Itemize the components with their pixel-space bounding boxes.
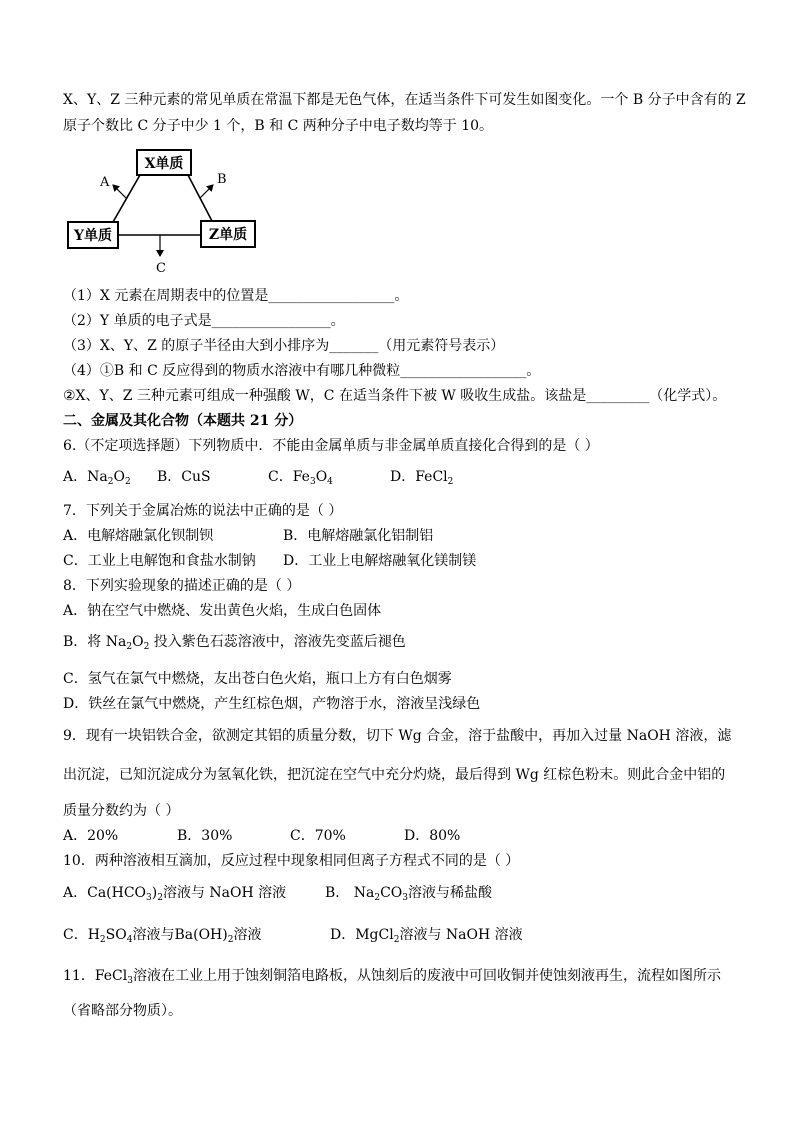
q11-stem-line1: 11．FeCl$_3$溶液在工业上用于蚀刻铜箔电路板，从蚀刻后的废液中可回收铜并使蚀刻液再生，流程如图所示 xyxy=(63,968,721,986)
element-transformation-diagram xyxy=(60,145,270,280)
subscript: 3 xyxy=(309,477,316,487)
q9-stem-line2: 出沉淀，已知沉淀成分为氢氧化铁，把沉淀在空气中充分灼烧，最后得到 Wg 红棕色粉末。则此合金中铝的 xyxy=(63,767,726,783)
z-substance-label: Z单质 xyxy=(208,227,248,243)
label-c: C xyxy=(156,261,166,276)
q8-option-c: C．氢气在氯气中燃烧，友出苍白色火焰，瓶口上方有白色烟雾 xyxy=(63,671,452,687)
q5-stem-line1: X、Y、Z 三种元素的常见单质在常温下都是无色气体，在适当条件下可发生如图变化。一个 B 分子中含有的 Z xyxy=(63,92,746,108)
q8-stem: 8．下列实验现象的描述正确的是（ ） xyxy=(63,578,301,594)
q5-part1: （1）X 元素在周期表中的位置是__________________。 xyxy=(63,288,409,304)
arrow-b xyxy=(200,185,213,198)
q6-stem: 6.（不定项选择题）下列物质中．不能由金属单质与非金属单质直接化合得到的是（ ） xyxy=(63,438,599,454)
subscript: 2 xyxy=(447,477,454,487)
section-title: 二、金属及其化合物（本题共 21 分） xyxy=(63,413,303,429)
q9-option-a: A．20% xyxy=(63,828,119,844)
q11-stem-line2: （省略部分物质）。 xyxy=(63,1003,182,1019)
q6-option-a: A．$Na_2O_2$ xyxy=(63,469,131,487)
q10-option-c: C．$H_2SO_4$溶液与$Ba(OH)_2$溶液 xyxy=(63,927,262,945)
q10-stem: 10．两种溶液相互滴加，反应过程中现象相同但离子方程式不同的是（ ） xyxy=(63,853,520,869)
q5-part3: （3）X、Y、Z 的原子半径由大到小排序为_______（用元素符号表示） xyxy=(63,338,505,354)
q9-option-d: D．80% xyxy=(404,828,461,844)
x-substance-label: X单质 xyxy=(144,156,184,172)
q5-part4b: ②X、Y、Z 三种元素可组成一种强酸 W，C 在适当条件下被 W 吸收生成盐。该盐是_________（化学式）。 xyxy=(63,388,727,404)
q7-option-a: A．电解熔融氯化钡制钡 xyxy=(63,528,214,544)
q8-option-b: B．将 $Na_2O_2$ 投入紫色石蕊溶液中，溶液先变蓝后褪色 xyxy=(63,634,406,652)
q9-stem-line3: 质量分数约为（ ） xyxy=(63,803,180,819)
q5-part4a: （4）①B 和 C 反应得到的物质水溶液中有哪几种微粒__________________。 xyxy=(63,363,541,379)
subscript: 2 xyxy=(107,477,114,487)
subscript: 2 xyxy=(374,893,381,903)
subscript: 2 xyxy=(124,477,131,487)
subscript: 2 xyxy=(157,893,163,903)
q9-option-b: B．30% xyxy=(177,828,233,844)
q5-part2: （2）Y 单质的电子式是_________________。 xyxy=(63,313,345,329)
q6-option-d: D．FeCl$_2$ xyxy=(390,469,454,487)
q10-option-a: A．$Ca(HCO_3)_2$溶液与 NaOH 溶液 xyxy=(63,885,287,903)
subscript: 4 xyxy=(126,935,133,945)
label-a: A xyxy=(100,175,110,190)
q5-stem-line2: 原子个数比 C 分子中少 1 个，B 和 C 两种分子中电子数均等于 10。 xyxy=(63,118,494,134)
q6-option-c: C．$Fe_3O_4$ xyxy=(268,469,333,487)
subscript: 2 xyxy=(393,935,400,945)
subscript: 2 xyxy=(99,935,106,945)
q8-option-d: D．铁丝在氯气中燃烧，产生红棕色烟，产物溶于水，溶液呈浅绿色 xyxy=(63,696,481,712)
q10-option-d: D．MgCl$_2$溶液与 NaOH 溶液 xyxy=(330,927,523,945)
edge-x-to-y xyxy=(113,175,140,222)
q8-option-a: A．钠在空气中燃烧、发出黄色火焰，生成白色固体 xyxy=(63,603,382,619)
subscript: 2 xyxy=(143,642,150,652)
q7-option-c: C．工业上电解饱和食盐水制钠 xyxy=(63,553,256,569)
arrow-a xyxy=(113,185,126,198)
subscript: 3 xyxy=(127,976,133,986)
q9-option-c: C．70% xyxy=(290,828,346,844)
subscript: 4 xyxy=(327,477,333,487)
subscript: 3 xyxy=(146,893,152,903)
q7-option-d: D．工业上电解熔融氧化镁制镁 xyxy=(283,553,477,569)
q7-stem: 7．下列关于金属冶炼的说法中正确的是（ ） xyxy=(63,503,343,519)
label-b: B xyxy=(217,172,227,187)
subscript: 2 xyxy=(126,642,133,652)
subscript: 3 xyxy=(402,893,409,903)
q6-option-b: B．CuS xyxy=(157,469,211,485)
subscript: 2 xyxy=(227,935,234,945)
q9-stem-line1: 9．现有一块铝铁合金，欲测定其铝的质量分数，切下 Wg 合金，溶于盐酸中，再加入过量 NaOH 溶液，滤 xyxy=(63,728,732,744)
q7-option-b: B．电解熔融氯化铝制铝 xyxy=(283,528,434,544)
q10-option-b: B． $Na_2CO_3$溶液与稀盐酸 xyxy=(325,885,493,903)
y-substance-label: Y单质 xyxy=(74,228,112,244)
